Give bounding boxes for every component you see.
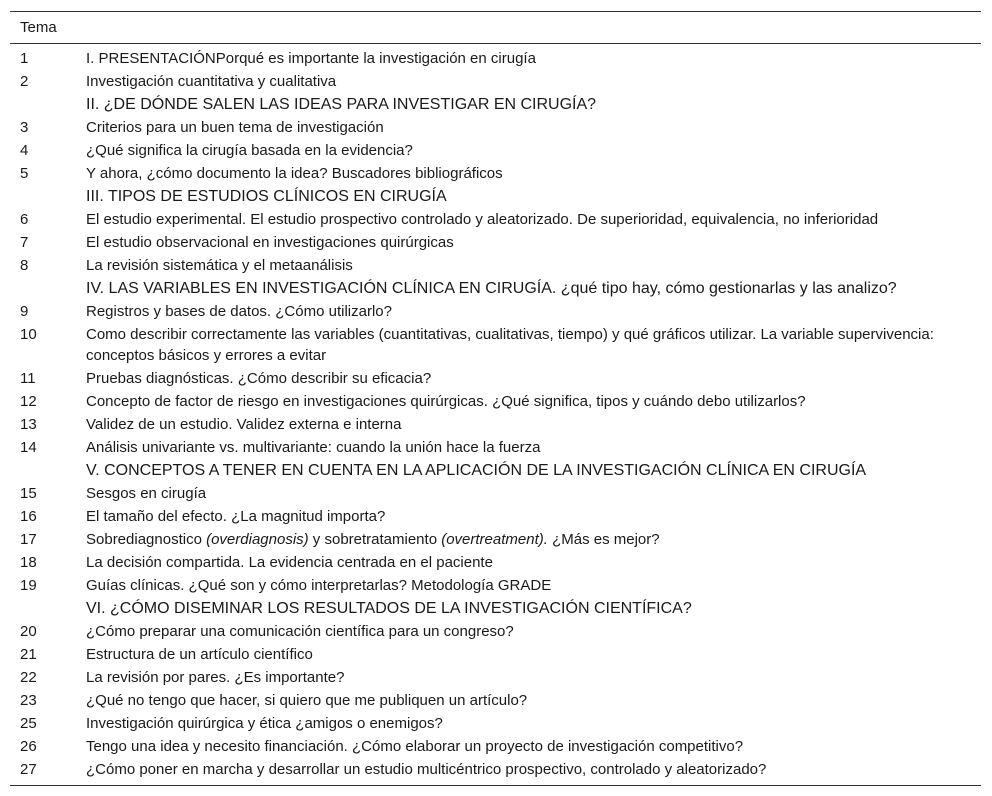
table-row	[10, 551, 981, 574]
table-row	[10, 162, 981, 185]
topic-title: Pruebas diagnósticas. ¿Cómo describir su eficacia?	[86, 370, 432, 387]
section-row	[10, 277, 981, 300]
topic-title: El estudio experimental. El estudio prospectivo controlado y aleatorizado. De superioridad, equivalencia, no inferioridad	[86, 211, 879, 228]
topic-title: La revisión por pares. ¿Es importante?	[86, 669, 345, 686]
table-row	[10, 413, 981, 436]
topic-number: 22	[20, 669, 37, 686]
table-row	[10, 47, 981, 70]
topic-title: La decisión compartida. La evidencia centrada en el paciente	[86, 554, 493, 571]
table-row	[10, 643, 981, 666]
section-title: III. TIPOS DE ESTUDIOS CLÍNICOS EN CIRUGÍA	[86, 188, 447, 205]
topic-number: 10	[20, 326, 37, 343]
table-row	[10, 758, 981, 781]
table-row	[10, 689, 981, 712]
topic-number: 11	[20, 370, 36, 387]
topic-number: 1	[20, 50, 29, 67]
topic-title: Tengo una idea y necesito financiación. ¿Cómo elaborar un proyecto de investigación competitivo?	[86, 738, 744, 755]
table-row	[10, 666, 981, 689]
table-row	[10, 116, 981, 139]
section-title: V. CONCEPTOS A TENER EN CUENTA EN LA APLICACIÓN DE LA INVESTIGACIÓN CLÍNICA EN CIRUGÍA	[86, 462, 867, 479]
section-row	[10, 93, 981, 116]
table-row	[10, 231, 981, 254]
table-row	[10, 254, 981, 277]
table-row	[10, 367, 981, 390]
topic-title: El estudio observacional en investigaciones quirúrgicas	[86, 234, 454, 251]
topic-title: Investigación cuantitativa y cualitativa	[86, 73, 337, 90]
topic-number: 5	[20, 165, 29, 182]
topic-title: ¿Cómo preparar una comunicación científica para un congreso?	[86, 623, 514, 640]
topic-number	[10, 277, 86, 300]
topic-number: 16	[20, 508, 37, 525]
topics-table	[10, 11, 981, 786]
topic-title: Análisis univariante vs. multivariante: cuando la unión hace la fuerza	[86, 439, 541, 456]
topic-title: ¿Qué significa la cirugía basada en la evidencia?	[86, 142, 413, 159]
topic-title: Concepto de factor de riesgo en investigaciones quirúrgicas. ¿Qué significa, tipos y cuándo debo utilizarlos?	[86, 393, 806, 410]
topic-number: 20	[20, 623, 37, 640]
topic-title-part: (overdiagnosis)	[206, 531, 309, 548]
table-row	[10, 70, 981, 93]
topic-number: 6	[20, 211, 29, 228]
topic-number: 23	[20, 692, 37, 709]
topic-title: Criterios para un buen tema de investigación	[86, 119, 384, 136]
topic-title: I. PRESENTACIÓNPorqué es importante la investigación en cirugía	[86, 50, 536, 67]
topic-number: 12	[20, 393, 37, 410]
topic-title: ¿Cómo poner en marcha y desarrollar un estudio multicéntrico prospectivo, controlado y aleatorizado?	[86, 761, 767, 778]
table-row	[10, 505, 981, 528]
topic-number: 21	[20, 646, 37, 663]
table-row	[10, 323, 981, 367]
table-row	[10, 300, 981, 323]
topic-number: 19	[20, 577, 37, 594]
topic-number: 25	[20, 715, 37, 732]
topic-number: 4	[20, 142, 29, 159]
table-row	[10, 528, 981, 551]
topic-number: 8	[20, 257, 29, 274]
table-row	[10, 712, 981, 735]
topic-title-part: Sobrediagnostico	[86, 531, 207, 548]
table-row	[10, 390, 981, 413]
topic-number: 18	[20, 554, 37, 571]
table-row	[10, 620, 981, 643]
topic-title: Sesgos en cirugía	[86, 485, 207, 502]
topic-title-part: (overtreatment).	[441, 531, 548, 548]
topic-number: 3	[20, 119, 29, 136]
topic-number: 13	[20, 416, 37, 433]
topic-title-part: ¿Más es mejor?	[547, 531, 660, 548]
topic-number: 7	[20, 234, 29, 251]
table-body	[10, 44, 981, 786]
topic-number: 9	[20, 303, 29, 320]
table-header: Tema	[10, 12, 981, 44]
topic-number	[10, 597, 86, 620]
topic-title: Guías clínicas. ¿Qué son y cómo interpretarlas? Metodología GRADE	[86, 577, 552, 594]
topic-number	[10, 93, 86, 116]
section-title: II. ¿DE DÓNDE SALEN LAS IDEAS PARA INVESTIGAR EN CIRUGÍA?	[86, 96, 597, 113]
topic-title: El tamaño del efecto. ¿La magnitud importa?	[86, 508, 386, 525]
topic-number: 2	[20, 73, 29, 90]
topic-title	[86, 528, 981, 551]
table-row	[10, 735, 981, 758]
table-row	[10, 139, 981, 162]
topic-number: 14	[20, 439, 37, 456]
topic-title: Registros y bases de datos. ¿Cómo utilizarlo?	[86, 303, 392, 320]
topic-title: Validez de un estudio. Validez externa e interna	[86, 416, 402, 433]
topic-number: 26	[20, 738, 37, 755]
topic-title: ¿Qué no tengo que hacer, si quiero que me publiquen un artículo?	[86, 692, 528, 709]
section-title: IV. LAS VARIABLES EN INVESTIGACIÓN CLÍNICA EN CIRUGÍA. ¿qué tipo hay, cómo gestionarlas y las analizo?	[86, 280, 897, 297]
topic-number: 15	[20, 485, 37, 502]
topic-title: Y ahora, ¿cómo documento la idea? Buscadores bibliográficos	[86, 165, 503, 182]
table-row	[10, 436, 981, 459]
topic-number	[10, 185, 86, 208]
topic-title-part: y sobretratamiento	[308, 531, 442, 548]
section-row	[10, 597, 981, 620]
topic-title: Estructura de un artículo científico	[86, 646, 313, 663]
topic-title: La revisión sistemática y el metaanálisis	[86, 257, 353, 274]
table-row	[10, 574, 981, 597]
topic-number	[10, 459, 86, 482]
section-row	[10, 459, 981, 482]
table-row	[10, 208, 981, 231]
table-row	[10, 482, 981, 505]
section-row	[10, 185, 981, 208]
topic-number: 17	[20, 531, 37, 548]
topic-title: Investigación quirúrgica y ética ¿amigos o enemigos?	[86, 715, 443, 732]
topic-title: Como describir correctamente las variables (cuantitativas, cualitativas, tiempo) y qué gráficos utilizar. La variable supervivencia: conceptos básicos y errores a evitar	[86, 326, 934, 364]
section-title: VI. ¿CÓMO DISEMINAR LOS RESULTADOS DE LA INVESTIGACIÓN CIENTÍFICA?	[86, 600, 692, 617]
topic-number: 27	[20, 761, 37, 778]
